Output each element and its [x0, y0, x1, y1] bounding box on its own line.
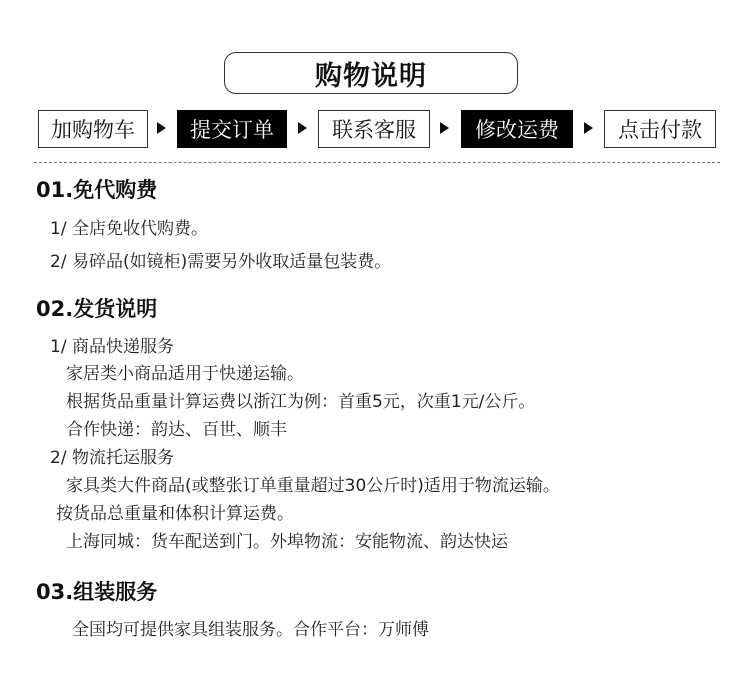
step-pay: 点击付款: [604, 110, 716, 148]
step-submit-order: 提交订单: [177, 110, 287, 148]
section-line: 上海同城：货车配送到门。外埠物流：安能物流、韵达快运: [66, 532, 508, 552]
section-heading-assembly: 03.组装服务: [36, 580, 158, 604]
section-line: 按货品总重量和体积计算运费。: [56, 504, 294, 524]
section-line: 合作快递：韵达、百世、顺丰: [66, 420, 287, 440]
step-add-to-cart: 加购物车: [38, 110, 148, 148]
triangle-right-icon: [440, 122, 449, 134]
triangle-right-icon: [584, 122, 593, 134]
section-heading-fee: 01.免代购费: [36, 178, 158, 202]
step-contact-service: 联系客服: [318, 110, 430, 148]
section-heading-shipping: 02.发货说明: [36, 297, 158, 321]
section-line: 1/ 商品快递服务: [50, 337, 174, 357]
triangle-right-icon: [298, 122, 307, 134]
step-modify-shipping: 修改运费: [461, 110, 573, 148]
triangle-right-icon: [157, 122, 166, 134]
page-title: 购物说明: [224, 52, 518, 94]
section-line: 根据货品重量计算运费以浙江为例：首重5元，次重1元/公斤。: [66, 392, 536, 412]
order-steps: [0, 110, 750, 148]
dashed-divider: [34, 162, 720, 163]
section-line: 1/ 全店免收代购费。: [50, 219, 208, 239]
section-line: 家具类大件商品(或整张订单重量超过30公斤时)适用于物流运输。: [66, 476, 560, 496]
section-line: 家居类小商品适用于快递运输。: [66, 364, 304, 384]
section-line: 2/ 物流托运服务: [50, 448, 174, 468]
section-line: 2/ 易碎品(如镜柜)需要另外收取适量包装费。: [50, 252, 392, 272]
section-line: 全国均可提供家具组装服务。合作平台：万师傅: [72, 620, 429, 640]
